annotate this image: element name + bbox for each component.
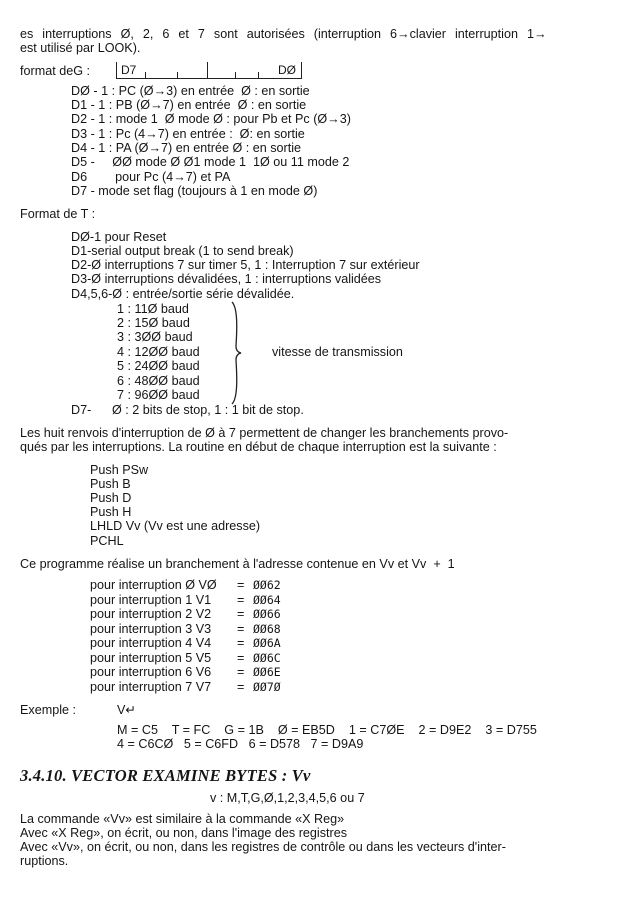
equals-sign: = (237, 651, 245, 665)
code-line: Push D (90, 491, 132, 505)
bit-tick (235, 72, 236, 78)
renvois-line-2: qués par les interruptions. La routine en début de chaque interruption est la suivante : (20, 440, 497, 454)
vector-label: pour interruption 5 V5 (90, 651, 212, 665)
closing-line-2: Avec «X Reg», on écrit, ou non, dans l'image des registres (20, 826, 347, 840)
equals-sign: = (237, 636, 245, 650)
vector-label: pour interruption 4 V4 (90, 636, 212, 650)
vector-label: pour interruption 7 V7 (90, 680, 212, 694)
equals-sign: = (237, 622, 245, 636)
format-t-bit-d456: D4,5,6-Ø : entrée/sortie série dévalidée. (71, 287, 295, 301)
vector-address: ØØ6E (253, 665, 281, 679)
branch-text: Ce programme réalise un branchement à l'adresse contenue en Vv et Vv + 1 (20, 557, 455, 571)
vector-address: ØØ7Ø (253, 680, 281, 694)
vector-label: pour interruption 1 V1 (90, 593, 212, 607)
format-g-bit-d1: D1 - 1 : PB (Ø→7) en entrée Ø : en sortie (71, 98, 307, 112)
renvois-line-1: Les huit renvois d'interruption de Ø à 7 permettent de changer les branchements provo- (20, 426, 509, 440)
format-t-bit-d2: D2-Ø interruptions 7 sur timer 5, 1 : Interruption 7 sur extérieur (71, 258, 420, 272)
vector-label: pour interruption 3 V3 (90, 622, 212, 636)
equals-sign: = (237, 607, 245, 621)
format-g-bit-d0: DØ - 1 : PC (Ø→3) en entrée Ø : en sortie (71, 84, 310, 98)
format-g-bit-d3: D3 - 1 : Pc (4→7) en entrée : Ø: en sortie (71, 127, 305, 141)
vector-address: ØØ62 (253, 578, 281, 592)
format-t-bit-d7: Ø : 2 bits de stop, 1 : 1 bit de stop. (112, 403, 304, 417)
baud-rate-3: 3 : 3ØØ baud (117, 330, 193, 344)
vector-address: ØØ66 (253, 607, 281, 621)
code-line: Push B (90, 477, 131, 491)
format-t-label: Format de T : (20, 207, 96, 221)
format-t-bit-d0: DØ-1 pour Reset (71, 230, 167, 244)
example-label: Exemple : (20, 703, 76, 717)
format-g-bit-d4: D4 - 1 : PA (Ø→7) en entrée Ø : en sortie (71, 141, 302, 155)
format-g-label: format deG : (20, 64, 90, 78)
section-heading: 3.4.10. VECTOR EXAMINE BYTES : Vv (20, 766, 311, 785)
vector-address: ØØ6A (253, 636, 281, 650)
register-bit-diagram (116, 62, 302, 79)
closing-line-1: La commande «Vv» est similaire à la commande «X Reg» (20, 812, 345, 826)
vector-address: ØØ6C (253, 651, 281, 665)
baud-rate-2: 2 : 15Ø baud (117, 316, 190, 330)
bit-tick (145, 72, 146, 78)
register-right-bit-label: DØ (278, 63, 296, 77)
baud-caption: vitesse de transmission (272, 345, 403, 359)
example-command: V↵ (117, 703, 136, 717)
format-t-bit-d3: D3-Ø interruptions dévalidées, 1 : interruptions validées (71, 272, 382, 286)
format-g-bit-d2: D2 - 1 : mode 1 Ø mode Ø : pour Pb et Pc (Ø→3) (71, 112, 351, 126)
bit-tick (177, 72, 178, 78)
equals-sign: = (237, 578, 245, 592)
intro-line-2: est utilisé par LOOK). (20, 41, 141, 55)
equals-sign: = (237, 680, 245, 694)
baud-rate-5: 5 : 24ØØ baud (117, 359, 200, 373)
example-registers-line-2: 4 = C6CØ 5 = C6FD 6 = D578 7 = D9A9 (117, 737, 364, 751)
example-registers-line-1: M = C5 T = FC G = 1B Ø = EB5D 1 = C7ØE 2 = D9E2 3 = D755 (117, 723, 537, 737)
closing-line-4: ruptions. (20, 854, 69, 868)
vector-label: pour interruption Ø VØ (90, 578, 217, 592)
baud-rate-7: 7 : 96ØØ baud (117, 388, 200, 402)
bit-tick (258, 72, 259, 78)
baud-rate-6: 6 : 48ØØ baud (117, 374, 200, 388)
intro-line-1: es interruptions Ø, 2, 6 et 7 sont autorisées (interruption 6→clavier interruption 1→ (20, 27, 547, 41)
format-t-bit-d7-key: D7- (71, 403, 92, 417)
vector-address: ØØ68 (253, 622, 281, 636)
format-g-bit-d7: D7 - mode set flag (toujours à 1 en mode Ø) (71, 184, 318, 198)
vector-address: ØØ64 (253, 593, 281, 607)
code-line: Push PSw (90, 463, 149, 477)
baud-rate-1: 1 : 11Ø baud (117, 302, 189, 316)
code-line: LHLD Vv (Vv est une adresse) (90, 519, 261, 533)
equals-sign: = (237, 665, 245, 679)
vector-label: pour interruption 6 V6 (90, 665, 212, 679)
format-g-bit-d5: D5 - ØØ mode Ø Ø1 mode 1 1Ø ou 11 mode 2 (71, 155, 350, 169)
code-line: Push H (90, 505, 132, 519)
command-syntax: v : M,T,G,Ø,1,2,3,4,5,6 ou 7 (210, 791, 365, 805)
register-left-bit-label: D7 (121, 63, 137, 77)
format-t-bit-d1: D1-serial output break (1 to send break) (71, 244, 294, 258)
closing-line-3: Avec «Vv», on écrit, ou non, dans les registres de contrôle ou dans les vecteurs d'inter- (20, 840, 506, 854)
code-line: PCHL (90, 534, 124, 548)
baud-rate-4: 4 : 12ØØ baud (117, 345, 200, 359)
nibble-divider (207, 62, 208, 78)
vector-label: pour interruption 2 V2 (90, 607, 212, 621)
curly-brace-icon (226, 300, 246, 406)
format-g-bit-d6: D6 pour Pc (4→7) et PA (71, 170, 231, 184)
equals-sign: = (237, 593, 245, 607)
